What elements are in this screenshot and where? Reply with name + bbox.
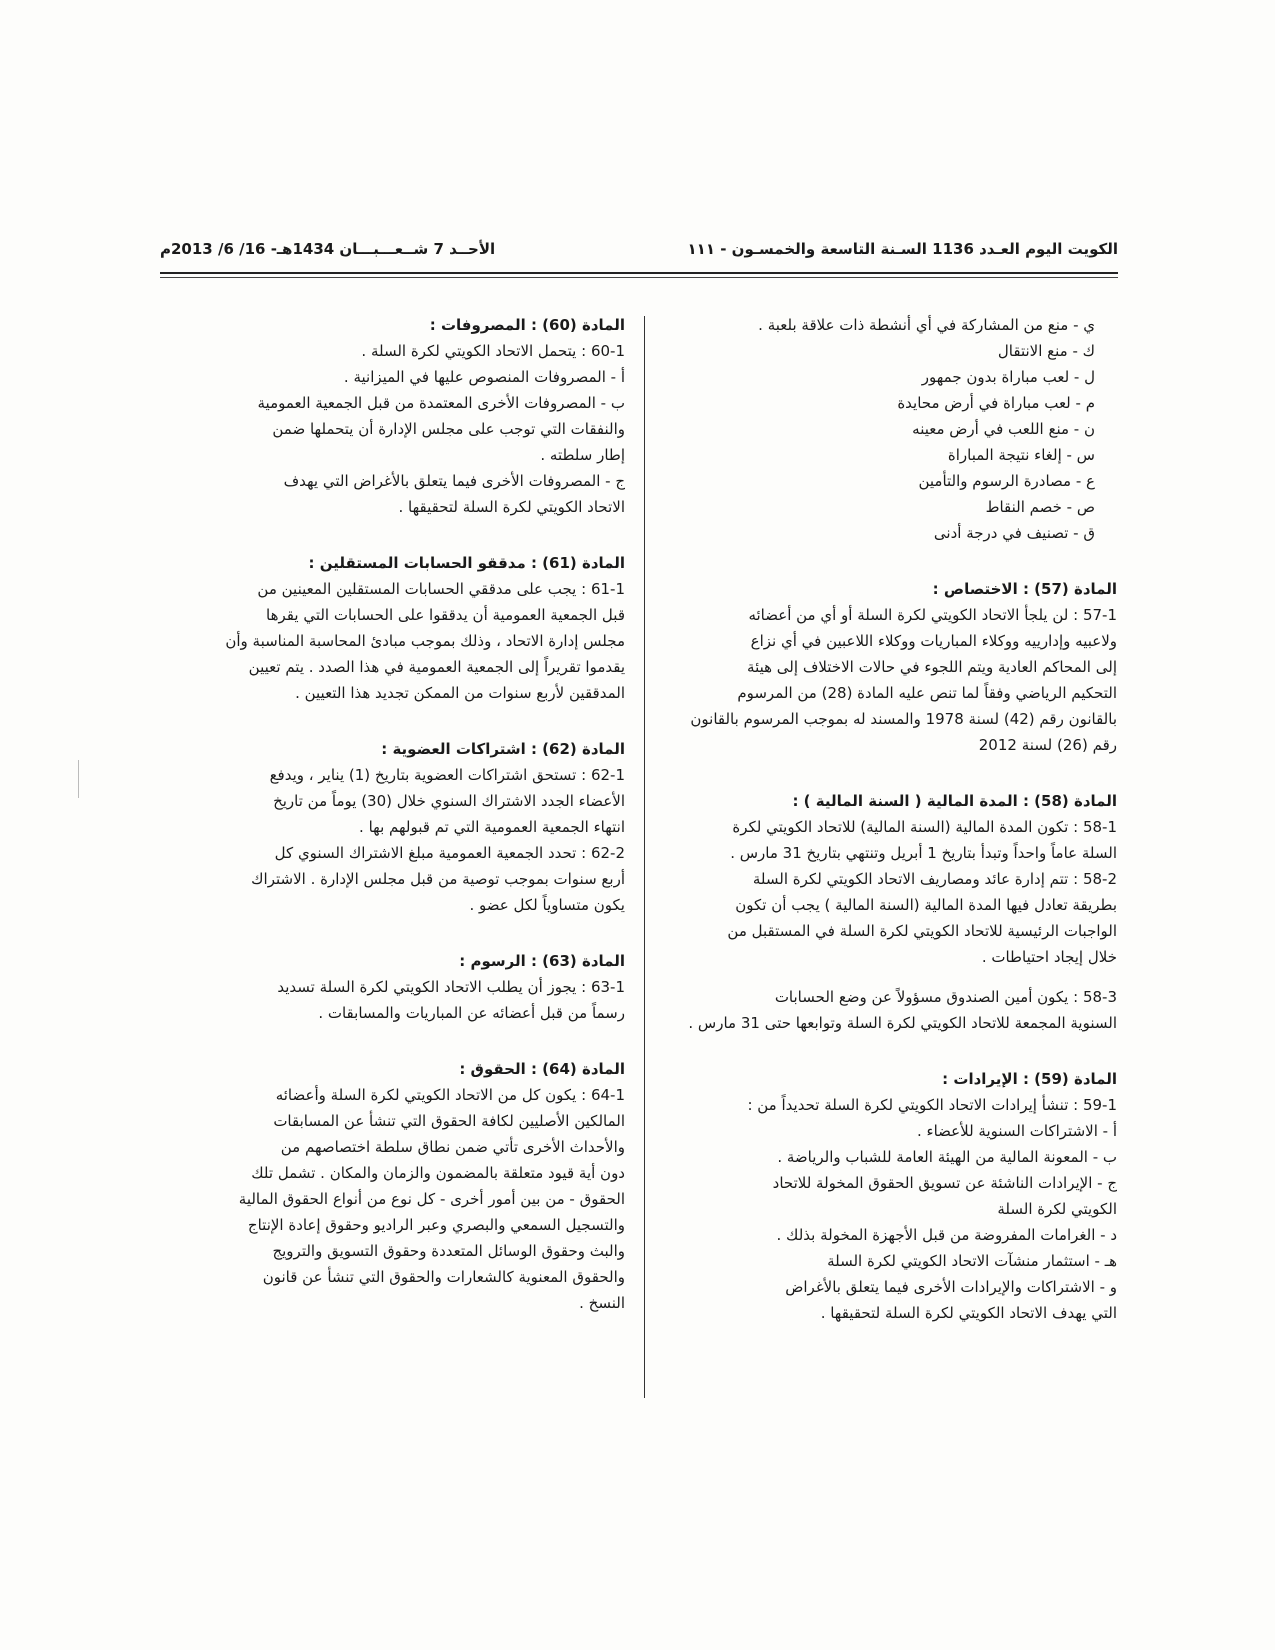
article-text-line: رقم (26) لسنة 2012 bbox=[978, 736, 1117, 754]
article-text-line: المدققين لأربع سنوات من الممكن تجديد هذا التعيين . bbox=[295, 684, 625, 702]
article-57 bbox=[665, 576, 1117, 758]
article-text-line: رسماً من قبل أعضائه عن المباريات والمسابقات . bbox=[318, 1004, 625, 1022]
article-text-line: الكويتي لكرة السلة bbox=[997, 1200, 1117, 1218]
article-text-line: 62-1 : تستحق اشتراكات العضوية بتاريخ (1) يناير ، ويدفع bbox=[269, 766, 625, 784]
header-publication-info: الكويت اليوم العـدد 1136 السـنة التاسعة والخمسـون - ١١١ bbox=[687, 240, 1118, 258]
article-text-line: السنوية المجمعة للاتحاد الكويتي لكرة السلة وتوابعها حتى 31 مارس . bbox=[688, 1014, 1117, 1032]
article-text-line: 58-1 : تكون المدة المالية (السنة المالية) للاتحاد الكويتي لكرة bbox=[732, 818, 1117, 836]
article-text-line: إلى المحاكم العادية ويتم اللجوء في حالات الاختلاف إلى هيئة bbox=[747, 658, 1117, 676]
article-text-line: 61-1 : يجب على مدققي الحسابات المستقلين المعينين من bbox=[257, 580, 625, 598]
article-text-line: المالكين الأصليين لكافة الحقوق التي تنشأ عن المسابقات bbox=[273, 1112, 625, 1130]
penalty-item: ص - خصم النقاط bbox=[985, 498, 1095, 516]
article-text-line: 57-1 : لن يلجأ الاتحاد الكويتي لكرة السلة أو أي من أعضائه bbox=[748, 606, 1117, 624]
penalty-item: ك - منع الانتقال bbox=[997, 342, 1095, 360]
article-text-line: والتسجيل السمعي والبصري وعبر الراديو وحقوق إعادة الإنتاج bbox=[247, 1216, 625, 1234]
article-heading: المادة (62) : اشتراكات العضوية : bbox=[381, 740, 625, 758]
article-61 bbox=[185, 550, 625, 706]
article-text-line: أ - الاشتراكات السنوية للأعضاء . bbox=[917, 1122, 1117, 1140]
article-text-line: والنفقات التي توجب على مجلس الإدارة أن يتحملها ضمن bbox=[272, 420, 625, 438]
article-text-line: ج - المصروفات الأخرى فيما يتعلق بالأغراض التي يهدف bbox=[283, 472, 625, 490]
penalty-item: ن - منع اللعب في أرض معينه bbox=[912, 420, 1095, 438]
article-text-line: الواجبات الرئيسية للاتحاد الكويتي لكرة السلة في المستقبل من bbox=[727, 922, 1117, 940]
article-heading: المادة (58) : المدة المالية ( السنة المالية ) : bbox=[792, 792, 1117, 810]
article-text-line: أربع سنوات بموجب توصية من قبل مجلس الإدارة . الاشتراك bbox=[251, 870, 625, 888]
article-text-line: قبل الجمعية العمومية أن يدققوا على الحسابات التي يقرها bbox=[266, 606, 625, 624]
article-text-line: 63-1 : يجوز أن يطلب الاتحاد الكويتي لكرة السلة تسديد bbox=[277, 978, 625, 996]
article-text-line: 64-1 : يكون كل من الاتحاد الكويتي لكرة السلة وأعضائه bbox=[275, 1086, 625, 1104]
penalty-item: ي - منع من المشاركة في أي أنشطة ذات علاقة بلعبة . bbox=[758, 316, 1095, 334]
header-rule-secondary bbox=[160, 277, 1118, 278]
penalty-item: م - لعب مباراة في أرض محايدة bbox=[897, 394, 1095, 412]
article-text-line: مجلس إدارة الاتحاد ، وذلك بموجب مبادئ المحاسبة المناسبة وأن bbox=[225, 632, 625, 650]
article-text-line: انتهاء الجمعية العمومية التي تم قبولهم بها . bbox=[359, 818, 625, 836]
article-heading: المادة (57) : الاختصاص : bbox=[932, 580, 1117, 598]
article-heading: المادة (64) : الحقوق : bbox=[459, 1060, 625, 1078]
article-text-line: خلال إيجاد احتياطات . bbox=[981, 948, 1117, 966]
article-text-line: ب - المصروفات الأخرى المعتمدة من قبل الجمعية العمومية bbox=[257, 394, 625, 412]
article-text-line: والأحداث الأخرى تأتي ضمن نطاق سلطة اختصاصهم من bbox=[280, 1138, 625, 1156]
article-60 bbox=[185, 312, 625, 520]
article-heading: المادة (59) : الإيرادات : bbox=[942, 1070, 1117, 1088]
article-heading: المادة (60) : المصروفات : bbox=[429, 316, 625, 334]
page-header bbox=[160, 232, 1118, 268]
penalty-item: ل - لعب مباراة بدون جمهور bbox=[921, 368, 1095, 386]
article-text-line: 58-3 : يكون أمين الصندوق مسؤولاً عن وضع الحسابات bbox=[774, 988, 1117, 1006]
article-text-line: هـ - استثمار منشآت الاتحاد الكويتي لكرة السلة bbox=[827, 1252, 1117, 1270]
article-text-line: السلة عاماً واحداً وتبدأ بتاريخ 1 أبريل وتنتهي بتاريخ 31 مارس . bbox=[730, 844, 1117, 862]
article-59 bbox=[665, 1066, 1117, 1326]
penalty-item: ع - مصادرة الرسوم والتأمين bbox=[918, 472, 1095, 490]
article-text-line: النسخ . bbox=[579, 1294, 625, 1312]
left-column bbox=[185, 312, 625, 1316]
article-text-line: الحقوق - من بين أمور أخرى - كل نوع من أنواع الحقوق المالية bbox=[238, 1190, 625, 1208]
article-text-line: التي يهدف الاتحاد الكويتي لكرة السلة لتحقيقها . bbox=[820, 1304, 1117, 1322]
header-date: الأحــد 7 شــعـــبـــان 1434هـ- 16/ 6/ 2013م bbox=[160, 240, 496, 258]
article-text-line: 60-1 : يتحمل الاتحاد الكويتي لكرة السلة . bbox=[361, 342, 625, 360]
penalty-item: س - إلغاء نتيجة المباراة bbox=[947, 446, 1095, 464]
article-text-line: يكون متساوياً لكل عضو . bbox=[469, 896, 625, 914]
article-64 bbox=[185, 1056, 625, 1316]
article-text-line: دون أية قيود متعلقة بالمضمون والزمان والمكان . تشمل تلك bbox=[251, 1164, 625, 1182]
column-divider bbox=[644, 316, 645, 1398]
article-text-line: يقدموا تقريراً إلى الجمعية العمومية في هذا الصدد . يتم تعيين bbox=[248, 658, 625, 676]
article-text-line: والحقوق المعنوية كالشعارات والحقوق التي تنشأ عن قانون bbox=[262, 1268, 625, 1286]
article-text-line: الاتحاد الكويتي لكرة السلة لتحقيقها . bbox=[398, 498, 625, 516]
article-text-line: ب - المعونة المالية من الهيئة العامة للشباب والرياضة . bbox=[777, 1148, 1117, 1166]
margin-mark bbox=[78, 760, 79, 798]
article-text-line: ج - الإيرادات الناشئة عن تسويق الحقوق المخولة للاتحاد bbox=[772, 1174, 1117, 1192]
article-heading: المادة (63) : الرسوم : bbox=[459, 952, 625, 970]
article-text-line: الأعضاء الجدد الاشتراك السنوي خلال (30) يوماً من تاريخ bbox=[273, 792, 625, 810]
article-63 bbox=[185, 948, 625, 1026]
article-heading: المادة (61) : مدققو الحسابات المستقلين : bbox=[308, 554, 625, 572]
article-text-line: والبث وحقوق الوسائل المتعددة وحقوق التسويق والترويج bbox=[272, 1242, 625, 1260]
penalty-item: ق - تصنيف في درجة أدنى bbox=[933, 524, 1095, 542]
article-text-line: التحكيم الرياضي وفقاً لما تنص عليه المادة (28) من المرسوم bbox=[737, 684, 1117, 702]
right-column bbox=[665, 312, 1117, 1326]
article-text-line: أ - المصروفات المنصوص عليها في الميزانية . bbox=[343, 368, 625, 386]
article-text-line: ولاعبيه وإدارييه ووكلاء المباريات ووكلاء اللاعبين في أي نزاع bbox=[750, 632, 1117, 650]
penalties-list bbox=[665, 312, 1117, 546]
article-text-line: بالقانون رقم (42) لسنة 1978 والمسند له بموجب المرسوم بالقانون bbox=[690, 710, 1117, 728]
article-text-line: إطار سلطته . bbox=[540, 446, 625, 464]
article-58 bbox=[665, 788, 1117, 1036]
article-text-line: بطريقة تعادل فيها المدة المالية (السنة المالية ) يجب أن تكون bbox=[735, 896, 1117, 914]
header-rule bbox=[160, 272, 1118, 274]
article-62 bbox=[185, 736, 625, 918]
article-text-line: د - الغرامات المفروضة من قبل الأجهزة المخولة بذلك . bbox=[776, 1226, 1117, 1244]
article-text-line: 58-2 : تتم إدارة عائد ومصاريف الاتحاد الكويتي لكرة السلة bbox=[752, 870, 1117, 888]
article-text-line: و - الاشتراكات والإيرادات الأخرى فيما يتعلق بالأغراض bbox=[785, 1278, 1117, 1296]
article-text-line: 59-1 : تنشأ إيرادات الاتحاد الكويتي لكرة السلة تحديداً من : bbox=[747, 1096, 1117, 1114]
article-text-line: 62-2 : تحدد الجمعية العمومية مبلغ الاشتراك السنوي كل bbox=[274, 844, 625, 862]
